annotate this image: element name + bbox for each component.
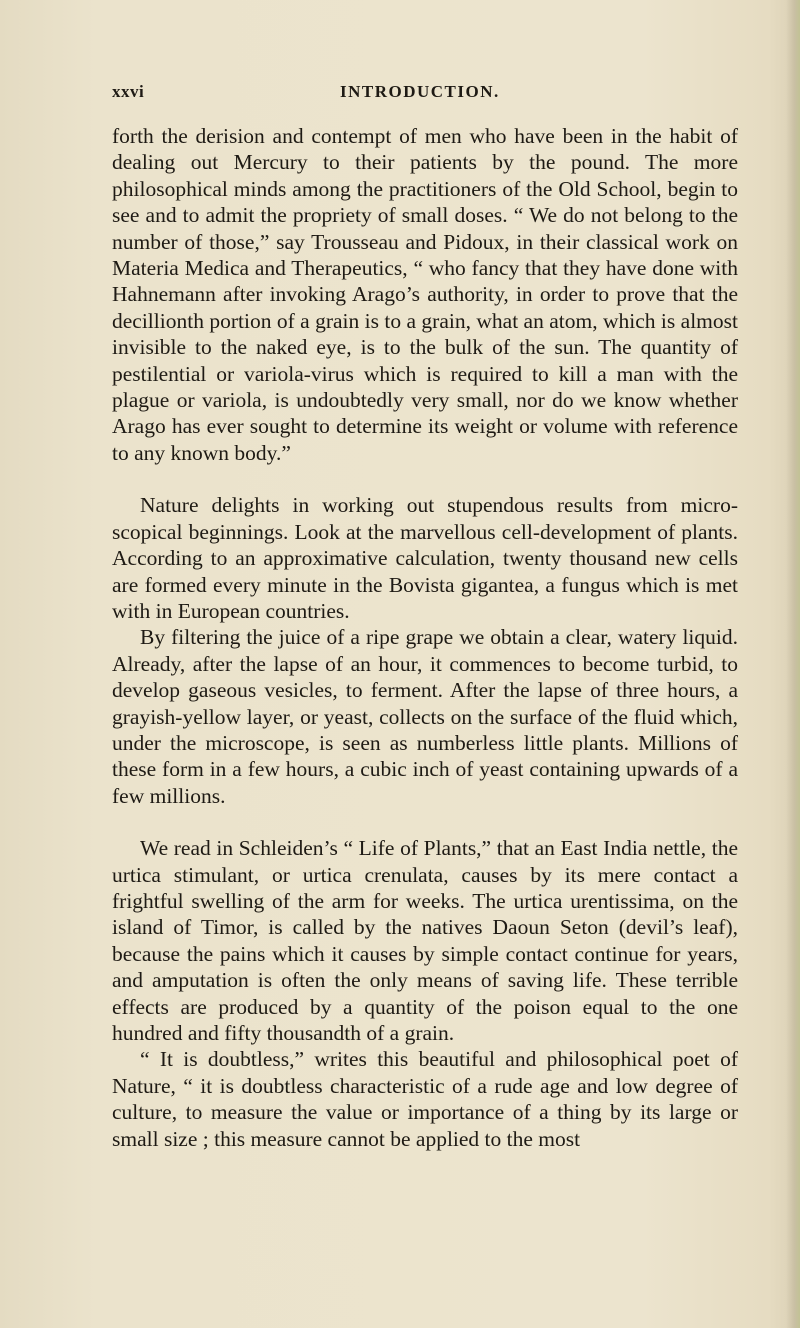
page-number: xxvi <box>112 82 145 101</box>
paragraph-1: forth the derision and contempt of men who have been in the habit of dealing out Mercury to their patients by the pound. The more philosophical minds among the practitioners of the Old School, begin to see and to admit the propriety of small doses. “ We do not belong to the number of those,” say Trousseau and Pidoux, in their classical work on Materia Medica and Therapeutics, “ who fancy that they have done with Hahnemann after invoking Arago’s authority, in order to prove that the decillionth portion of a grain is to a grain, what an atom, which is almost invisible to the naked eye, is to the bulk of the sun. The quantity of pestilential or variola-virus which is required to kill a man with the plague or variola, is undoubtedly very small, nor do we know whether Arago has ever sought to determine its weight or volume with reference to any known body.” <box>112 124 738 465</box>
running-head <box>112 82 712 112</box>
paragraph-3: By filtering the juice of a ripe grape we obtain a clear, watery liquid. Already, after the lapse of an hour, it commences to become turbid, to develop gaseous vesicles, to ferment. After the lapse of three hours, a grayish-yellow layer, or yeast, collects on the surface of the fluid which, under the microscope, is seen as numberless little plants. Millions of these form in a few hours, a cubic inch of yeast containing upwards of a few millions. <box>112 625 738 808</box>
body-text <box>112 123 738 1152</box>
paragraph-5: “ It is doubtless,” writes this beautiful and philosophical poet of Nature, “ it is doubtless characteristic of a rude age and low degree of culture, to measure the value or importance of a thing by its large or small size ; this measure cannot be applied to the most <box>112 1047 738 1151</box>
page-edge-shadow <box>786 0 800 1328</box>
paragraph-2: Nature delights in working out stupendous results from micro-scopical beginnings. Look at the marvellous cell-development of plants. According to an approximative calculation, twenty thousand new cells are formed every minute in the Bovista gigantea, a fungus which is met with in European countries. <box>112 493 738 623</box>
paragraph-4: We read in Schleiden’s “ Life of Plants,” that an East India nettle, the urtica stimulant, or urtica crenulata, causes by its mere contact a frightful swelling of the arm for weeks. The urtica urentissima, on the island of Timor, is called by the natives Daoun Seton (devil’s leaf), because the pains which it causes by simple contact continue for years, and amputation is often the only means of saving life. These terrible effects are produced by a quantity of the poison equal to the one hundred and fifty thousandth of a grain. <box>112 836 738 1045</box>
running-head-title: INTRODUCTION. <box>340 82 500 101</box>
